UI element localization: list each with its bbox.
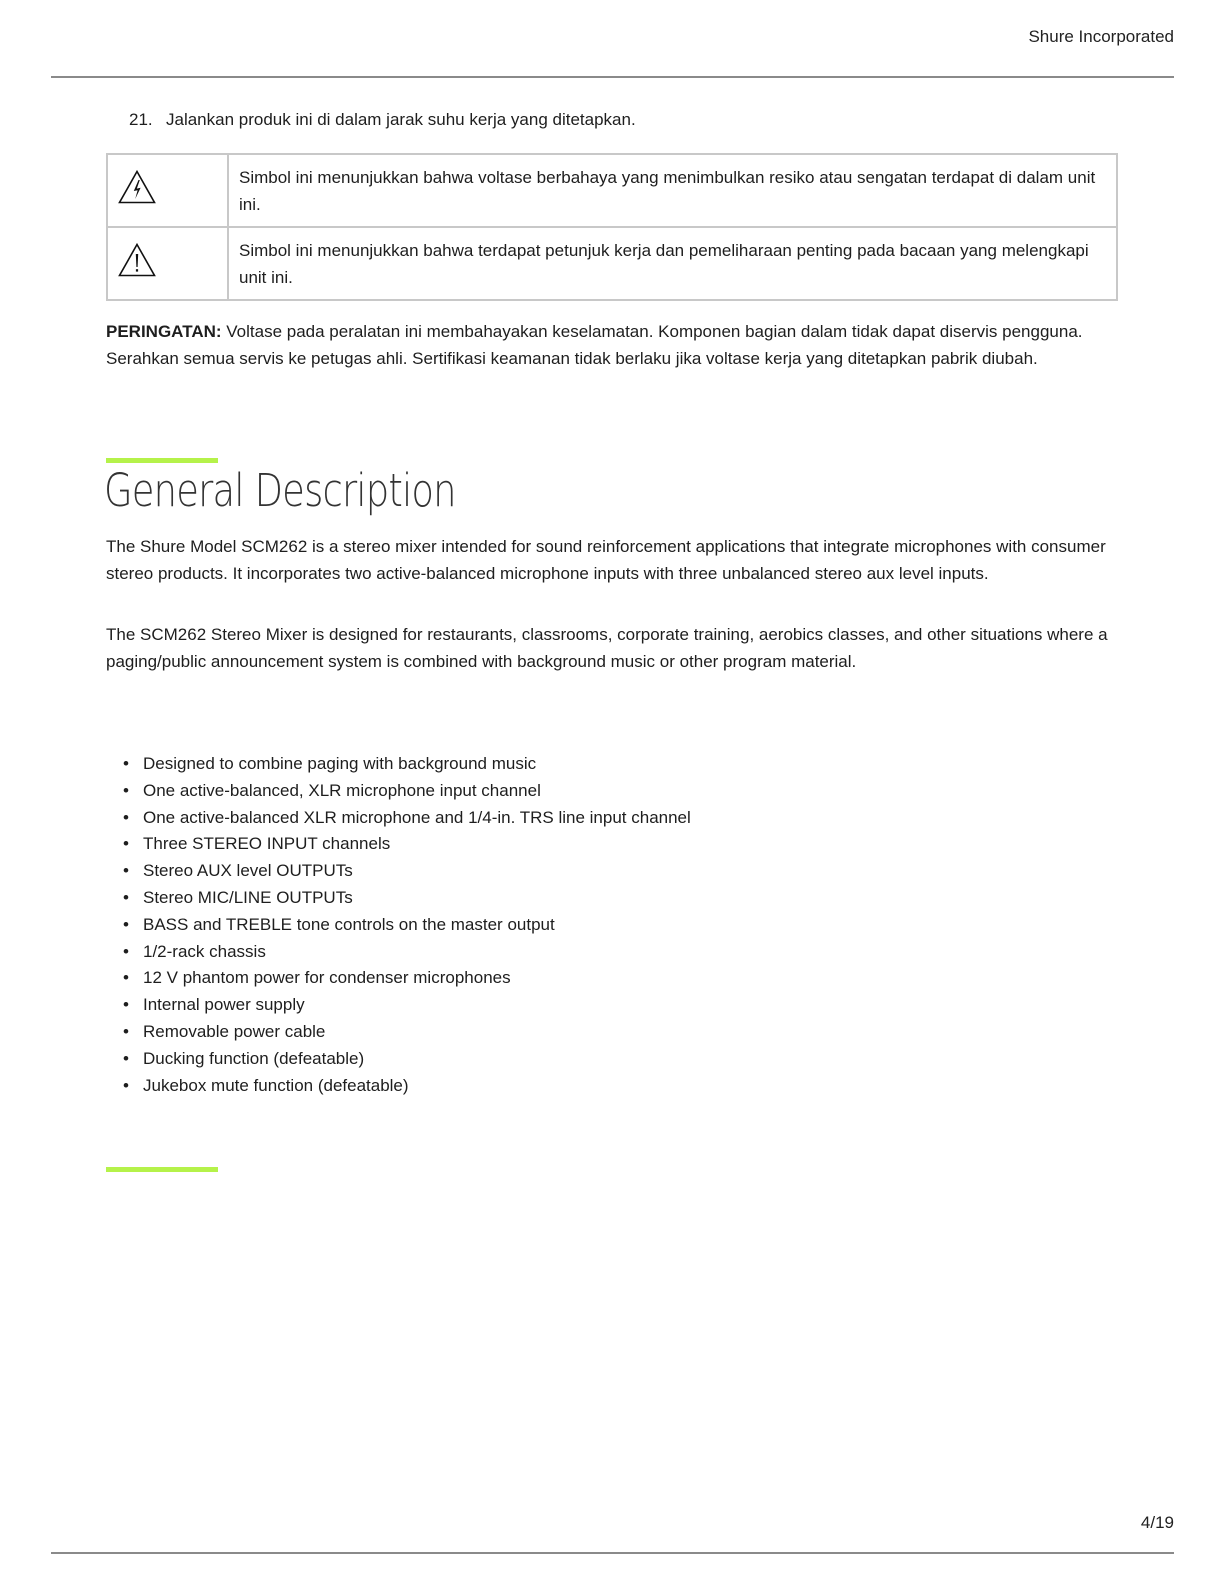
symbol-cell <box>107 227 228 300</box>
symbol-description: Simbol ini menunjukkan bahwa terdapat petunjuk kerja dan pemeliharaan penting pada bacaan yang melengkapi unit ini. <box>228 227 1117 300</box>
symbol-description: Simbol ini menunjukkan bahwa voltase berbahaya yang menimbulkan resiko atau sengatan terdapat di dalam unit ini. <box>228 154 1117 227</box>
safety-instruction-text: Jalankan produk ini di dalam jarak suhu kerja yang ditetapkan. <box>166 110 636 129</box>
exclamation-warning-icon <box>118 243 156 277</box>
warning-paragraph <box>106 318 1116 372</box>
table-row <box>107 227 1117 300</box>
section-accent-bar <box>106 458 218 463</box>
header-company-name: Shure Incorporated <box>1028 27 1174 46</box>
warning-text: Voltase pada peralatan ini membahayakan keselamatan. Komponen bagian dalam tidak dapat diservis pengguna. Serahkan semua servis ke petugas ahli. Sertifikasi keamanan tidak berlaku jika voltase kerja yang ditetapkan pabrik diubah. <box>106 322 1083 368</box>
lightning-warning-icon <box>118 170 156 204</box>
list-item: • Stereo AUX level OUTPUTs <box>106 858 691 885</box>
description-paragraph: The SCM262 Stereo Mixer is designed for restaurants, classrooms, corporate training, aerobics classes, and other situations where a paging/public announcement system is combined with background music or other program material. <box>106 625 1108 671</box>
list-item: • One active-balanced XLR microphone and 1/4-in. TRS line input channel <box>106 805 691 832</box>
list-item: • 12 V phantom power for condenser microphones <box>106 965 691 992</box>
description-paragraph: The Shure Model SCM262 is a stereo mixer intended for sound reinforcement applications that integrate microphones with consumer stereo products. It incorporates two active-balanced microphone inputs with three unbalanced stereo aux level inputs. <box>106 537 1106 583</box>
section-title: General Description <box>104 464 456 517</box>
symbol-cell <box>107 154 228 227</box>
list-item: • 1/2-rack chassis <box>106 939 691 966</box>
warning-label: PERINGATAN: <box>106 322 222 341</box>
footer-divider <box>51 1552 1174 1554</box>
header-divider <box>51 76 1174 78</box>
list-number: 21. <box>129 110 153 129</box>
list-item: • Designed to combine paging with background music <box>106 751 691 778</box>
list-item: • Ducking function (defeatable) <box>106 1046 691 1073</box>
list-item: • Jukebox mute function (defeatable) <box>106 1073 691 1100</box>
list-item: • Stereo MIC/LINE OUTPUTs <box>106 885 691 912</box>
section-accent-bar <box>106 1167 218 1172</box>
list-item: • Removable power cable <box>106 1019 691 1046</box>
page-number: 4/19 <box>1140 1513 1174 1532</box>
safety-instruction-21 <box>129 110 636 130</box>
list-item: • One active-balanced, XLR microphone input channel <box>106 778 691 805</box>
safety-symbols-table <box>106 153 1118 301</box>
list-item: • BASS and TREBLE tone controls on the master output <box>106 912 691 939</box>
features-list <box>106 751 691 1099</box>
list-item: • Internal power supply <box>106 992 691 1019</box>
list-item: • Three STEREO INPUT channels <box>106 831 691 858</box>
table-row <box>107 154 1117 227</box>
